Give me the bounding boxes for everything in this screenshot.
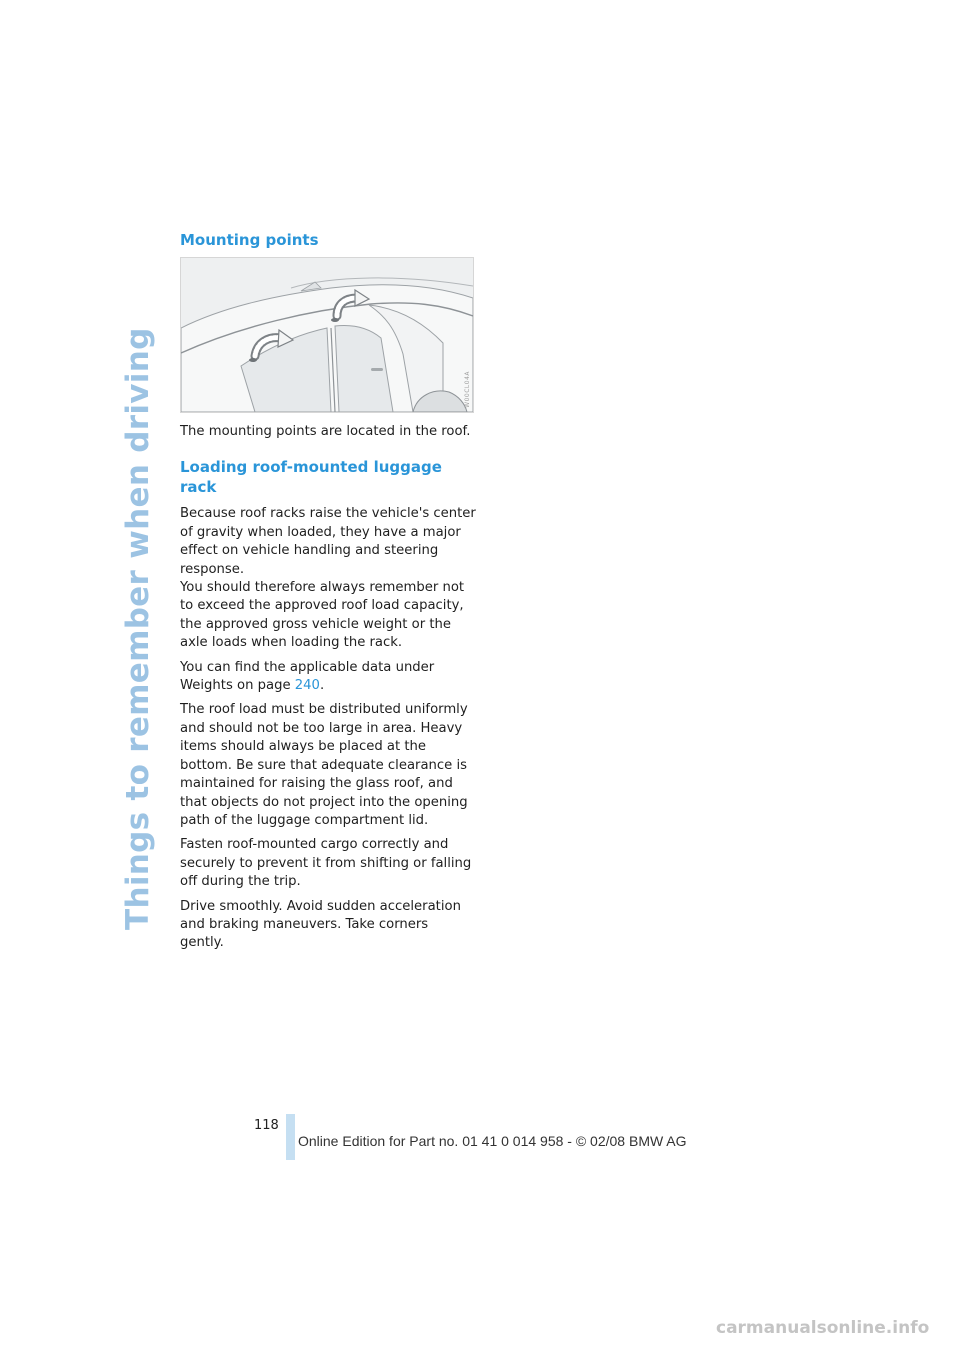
paragraph-fasten-cargo: Fasten roof-mounted cargo correctly and securely to prevent it from shifting or falling off during the trip. <box>180 837 472 890</box>
paragraph-weights-reference <box>180 659 476 696</box>
page-number: 118 <box>254 1118 279 1133</box>
paragraph-drive-smoothly: Drive smoothly. Avoid sudden acceleration and braking maneuvers. Take corners gently. <box>180 898 461 951</box>
footer-edition-text: Online Edition for Part no. 01 41 0 014 958 - © 02/08 BMW AG <box>298 1133 687 1149</box>
weights-reference-text: You can find the applicable data under Weights on page <box>180 659 435 694</box>
heading-loading-roof-rack: Loading roof-mounted luggage rack <box>180 458 442 497</box>
mounting-points-caption: The mounting points are located in the roof. <box>180 424 471 439</box>
weights-reference-end: . <box>319 678 325 694</box>
paragraph-center-of-gravity: Because roof racks raise the vehicle's center of gravity when loaded, they have a major effect on vehicle handling and steering response. <box>180 506 476 577</box>
page-link-240[interactable]: 240 <box>294 678 320 694</box>
paragraph-load-distribution: The roof load must be distributed uniformly and should not be too large in area. Heavy items should always be placed at the bottom. Be sure that adequate clearance is maintained for raising the glass roof, and that objects do not project into the opening path of the luggage compartment lid. <box>180 702 468 828</box>
main-content <box>180 230 476 959</box>
chapter-side-title: Things to remember when driving <box>120 327 156 930</box>
footer-accent-bar <box>286 1114 295 1160</box>
paragraph-load-limits: You should therefore always remember not to exceed the approved roof load capacity, the approved gross vehicle weight or the axle loads when loading the rack. <box>180 580 465 651</box>
site-watermark: carmanualsonline.info <box>716 1318 930 1338</box>
heading-mounting-points: Mounting points <box>180 231 319 249</box>
figure-code: W00CL04A <box>464 371 471 408</box>
car-roof-illustration <box>181 258 473 412</box>
roof-mounting-points-figure <box>180 257 474 413</box>
